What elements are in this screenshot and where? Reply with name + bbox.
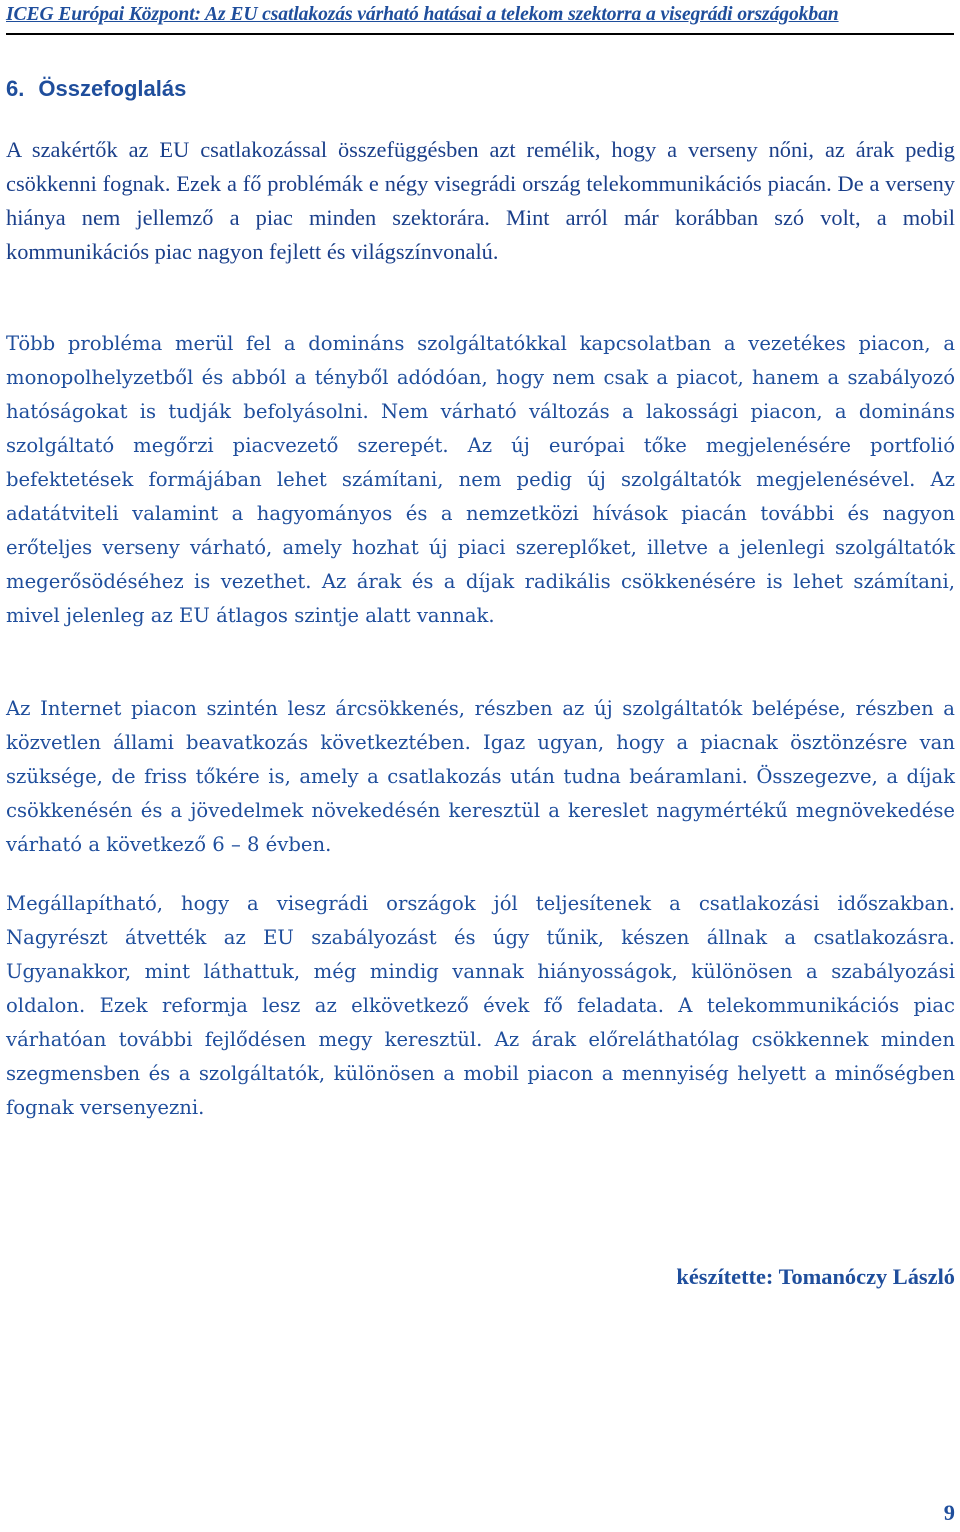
section-title: Összefoglalás — [38, 76, 187, 101]
paragraph-internet-market: Az Internet piacon szintén lesz árcsökkenés, részben az új szolgáltatók belépése, részben a közvetlen állami beavatkozás következtében. Igaz ugyan, hogy a piacnak ösztönzésre van szüksége, de friss tőkére is, amely a csatlakozás után tudna beáramlani. Összegezve, a díjak csökkenésén és a jövedelmek növekedésén keresztül a kereslet nagymértékű megnövekedése várható a következő 6 – 8 évben. — [6, 697, 955, 856]
author-signature: készítette: Tomanóczy László — [676, 1264, 955, 1289]
paragraph-fixed-line-market: Több probléma merül fel a domináns szolgáltatókkal kapcsolatban a vezetékes piacon, a monopolhelyzetből és abból a tényből adódóan, hogy nem csak a piacot, hanem a szabályozó hatóságokat is tudják befolyásolni. Nem várható változás a lakossági piacon, a domináns szolgáltató megőrzi piacvezető szerepét. Az új európai tőke megjelenésére portfolió befektetések formájában lehet számítani, nem pedig új szolgáltatók megjelenésével. Az adatátviteli valamint a hagyományos és a nemzetközi hívások piacán további és nagyon erőteljes verseny várható, amely hozhat új piaci szereplőket, illetve a jelenlegi szolgáltatók megerősödéséhez is vezethet. Az árak és a díjak radikális csökkenésére is lehet számítani, mivel jelenleg az EU átlagos szintje alatt vannak. — [6, 332, 955, 627]
paragraph-intro: A szakértők az EU csatlakozással összefüggésben azt remélik, hogy a verseny nőni, az árak pedig csökkenni fognak. Ezek a fő problémák e négy visegrádi ország telekommunikációs piacán. De a verseny hiánya nem jellemző a piac minden szektorára. Mint arról már korábban szó volt, a mobil kommunikációs piac nagyon fejlett és világszínvonalú. — [6, 137, 955, 264]
section-number: 6. — [6, 76, 25, 101]
running-header-text: ICEG Európai Központ: Az EU csatlakozás várható hatásai a telekom szektorra a visegrádi országokban — [6, 4, 839, 25]
page-number: 9 — [943, 1500, 955, 1525]
running-header — [6, 2, 954, 35]
section-heading — [6, 76, 186, 102]
paragraph-conclusion: Megállapítható, hogy a visegrádi országok jól teljesítenek a csatlakozási időszakban. Nagyrészt átvették az EU szabályozást és úgy tűnik, készen állnak a csatlakozásra. Ugyanakkor, mint láthattuk, még mindig vannak hiányosságok, különösen a szabályozási oldalon. Ezek reformja lesz az elkövetkező évek fő feladata. A telekommunikációs piac várhatóan további fejlődésen megy keresztül. Az árak előreláthatólag csökkennek minden szegmensben és a szolgáltatók, különösen a mobil piacon a mennyiség helyett a minőségben fognak versenyezni. — [6, 892, 955, 1119]
